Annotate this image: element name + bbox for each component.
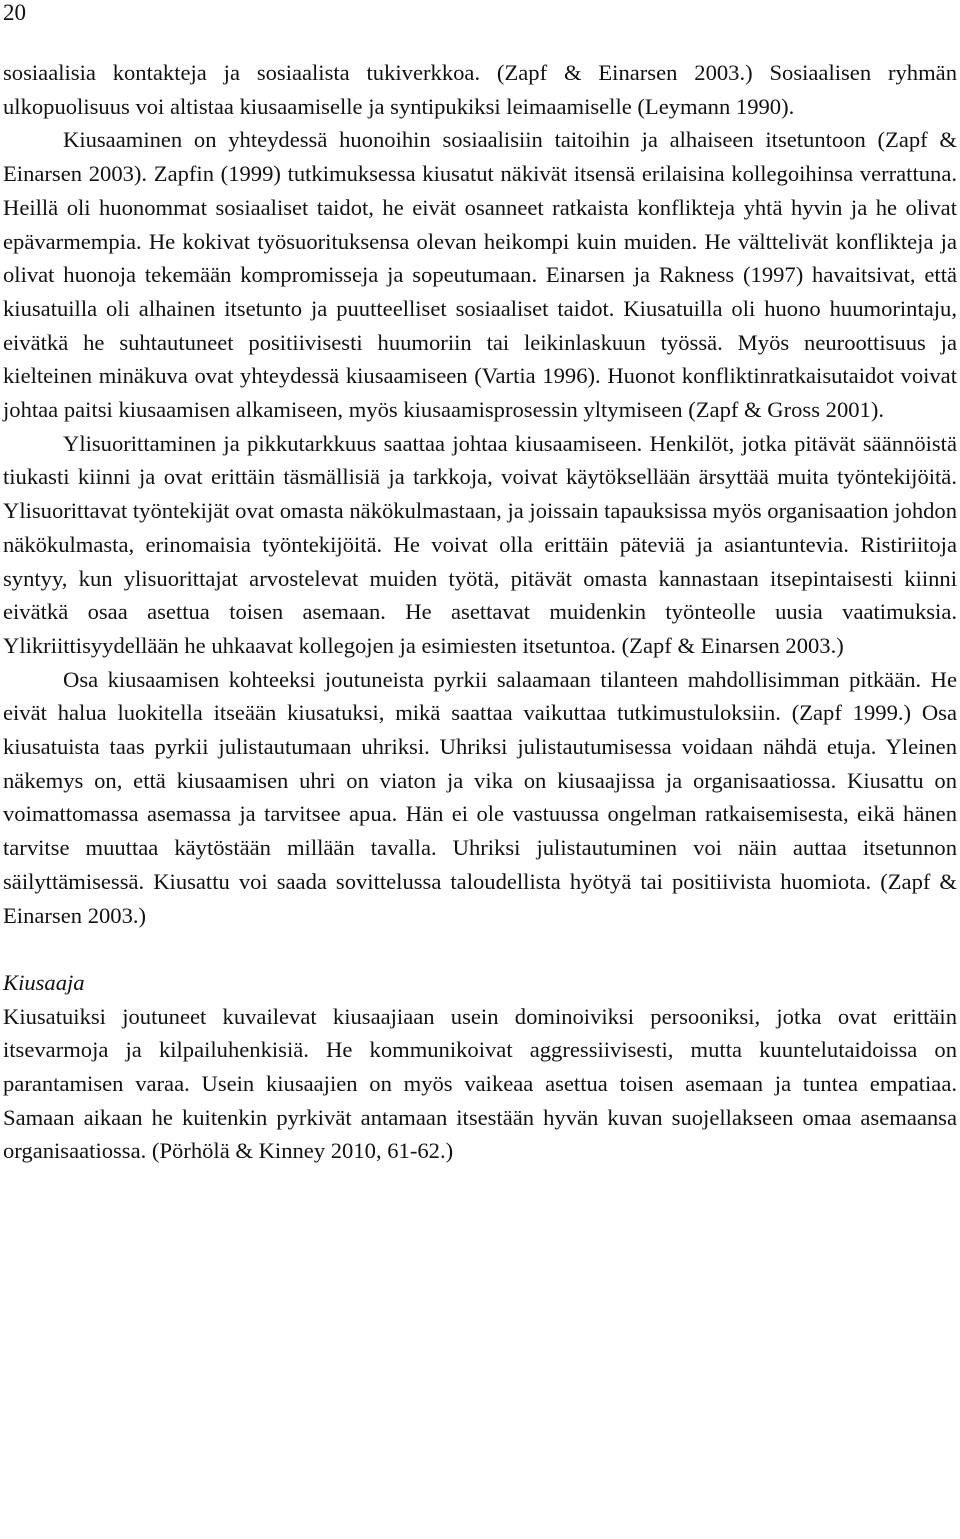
section-heading: Kiusaaja: [3, 969, 85, 995]
paragraph-3: Ylisuorittaminen ja pikkutarkkuus saattaa johtaa kiusaamiseen. Henkilöt, jotka pitävät säännöistä tiukasti kiinni ja ovat erittäin täsmällisiä ja tarkkoja, voivat käytöksellään ärsyttää muita työntekijöitä. Ylisuorittavat työntekijät ovat omasta näkökulmastaan, ja joissain tapauksissa myös organisaation johdon näkökulmasta, erinomaisia työntekijöitä. He voivat olla erittäin päteviä ja asiantuntevia. Ristiriitoja syntyy, kun ylisuorittajat arvostelevat muiden työtä, pitävät omasta kannastaan itsepintaisesti kiinni eivätkä osaa asettua toisen asemaan. He asettavat muidenkin työnteolle uusia vaatimuksia. Ylikriittisyydellään he uhkaavat kollegojen ja esimiesten itsetuntoa. (Zapf & Einarsen 2003.): [3, 430, 958, 658]
section-spacer: [3, 932, 957, 966]
document-body: [3, 56, 957, 1168]
paragraph-1: sosiaalisia kontakteja ja sosiaalista tukiverkkoa. (Zapf & Einarsen 2003.) Sosiaalisen ryhmän ulkopuolisuus voi altistaa kiusaamiselle ja syntipukiksi leimaamiselle (Leymann 1990).: [3, 60, 957, 119]
page-number: 20: [3, 0, 26, 25]
section-paragraph: Kiusatuiksi joutuneet kuvailevat kiusaajiaan usein dominoiviksi persooniksi, jotka ovat erittäin itsevarmoja ja kilpailuhenkisiä. He kommunikoivat aggressiivisesti, mutta kuuntelutaidoissa on parantamisen varaa. Usein kiusaajien on myös vaikeaa asettua toisen asemaan ja tuntea empatiaa. Samaan aikaan he kuitenkin pyrkivät antamaan itsestään hyvän kuvan suojellakseen omaa asemaansa organisaatiossa. (Pörhölä & Kinney 2010, 61-62.): [3, 1003, 957, 1164]
paragraph-4: Osa kiusaamisen kohteeksi joutuneista pyrkii salaamaan tilanteen mahdollisimman pitkään. He eivät halua luokitella itseään kiusatuksi, mikä saattaa vaikuttaa tutkimustuloksiin. (Zapf 1999.) Osa kiusatuista taas pyrkii julistautumaan uhriksi. Uhriksi julistautumisessa voidaan nähdä etuja. Yleinen näkemys on, että kiusaamisen uhri on viaton ja vika on kiusaajissa ja organisaatiossa. Kiusattu on voimattomassa asemassa ja tarvitsee apua. Hän ei ole vastuussa ongelman ratkaisemisesta, eikä hänen tarvitse muuttaa käytöstään millään tavalla. Uhriksi julistautuminen voi näin auttaa itsetunnon säilyttämisessä. Kiusattu voi saada sovittelussa taloudellista hyötyä tai positiivista huomiota. (Zapf & Einarsen 2003.): [3, 666, 957, 928]
paragraph-2: Kiusaaminen on yhteydessä huonoihin sosiaalisiin taitoihin ja alhaiseen itsetuntoon (Zapf & Einarsen 2003). Zapfin (1999) tutkimuksessa kiusatut näkivät itsensä erilaisina kollegoihinsa verrattuna. Heillä oli huonommat sosiaaliset taidot, he eivät osanneet ratkaista konflikteja yhtä hyvin ja he olivat epävarmempia. He kokivat työsuorituksensa olevan heikompi kuin muiden. He välttelivät konflikteja ja olivat huonoja tekemään kompromisseja ja sopeutumaan. Einarsen ja Rakness (1997) havaitsivat, että kiusatuilla oli alhainen itsetunto ja puutteelliset sosiaaliset taidot. Kiusatuilla oli huono huumorintaju, eivätkä he suhtautuneet positiivisesti huumoriin tai leikinlaskuun työssä. Myös neuroottisuus ja kielteinen minäkuva ovat yhteydessä kiusaamiseen (Vartia 1996). Huonot konfliktinratkaisutaidot voivat johtaa paitsi kiusaamisen alkamiseen, myös kiusaamisprosessin yltymiseen (Zapf & Gross 2001).: [3, 127, 957, 423]
